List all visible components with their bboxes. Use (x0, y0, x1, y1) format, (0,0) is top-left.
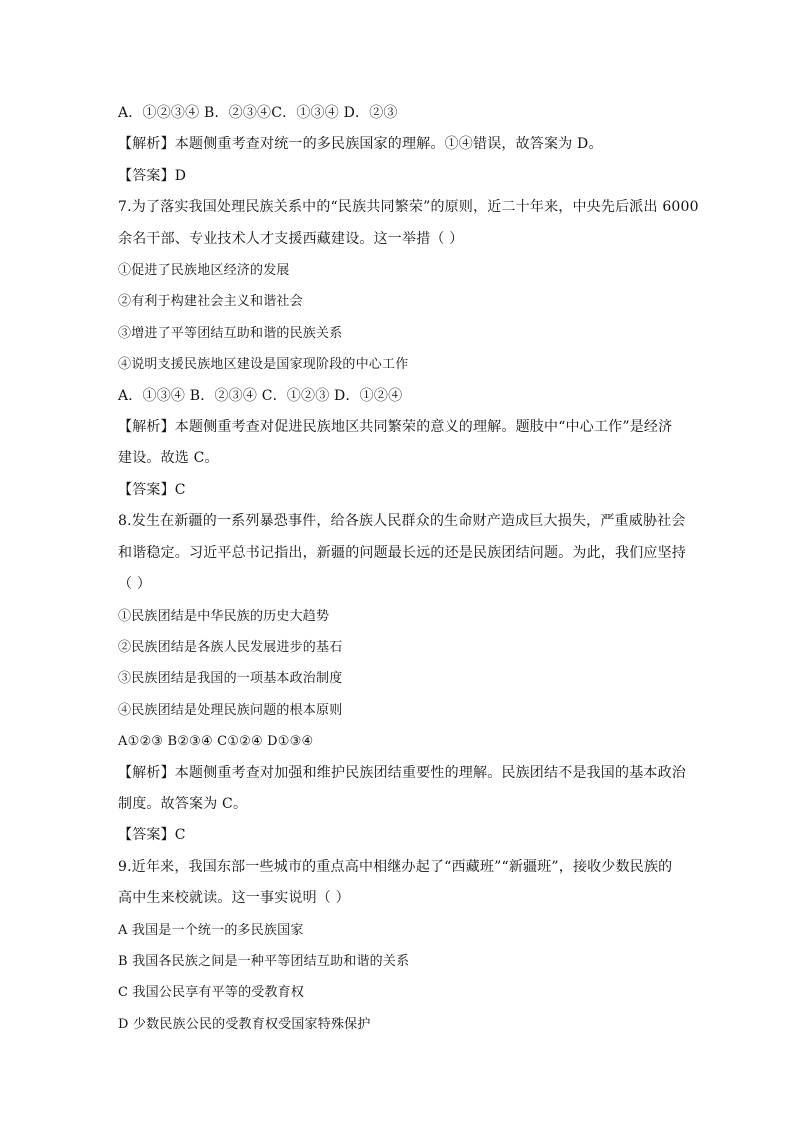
question-9-line-2: 高中生来校就读。这一事实说明（ ） (118, 890, 350, 907)
option-line: C 我国公民享有平等的受教育权 (118, 985, 305, 1001)
option-line: D 少数民族公民的受教育权受国家特殊保护 (118, 1016, 371, 1032)
option-line: B 我国各民族之间是一种平等团结互助和谐的关系 (118, 953, 410, 969)
statement-line: ③民族团结是我国的一项基本政治制度 (118, 671, 343, 687)
analysis-line: 建设。故选 C。 (118, 450, 219, 467)
option-line: A①②③ B②③④ C①②④ D①③④ (118, 734, 314, 750)
statement-line: ④说明支援民族地区建设是国家现阶段的中心工作 (118, 357, 409, 373)
option-line: A．①③④ B．②③④ C．①②③ D．①②④ (118, 387, 403, 404)
option-line: A 我国是一个统一的多民族国家 (118, 922, 304, 938)
answer-line: 【答案】D (118, 167, 187, 184)
option-line: A．①②③④ B．②③④C．①③④ D．②③ (118, 105, 398, 121)
statement-line: ④民族团结是处理民族问题的根本原则 (118, 702, 343, 718)
question-8-line-2: 和谐稳定。习近平总书记指出，新疆的问题最长远的还是民族团结问题。为此，我们应坚持 (118, 544, 686, 561)
statement-line: ①民族团结是中华民族的历史大趋势 (118, 608, 330, 624)
question-7-line-2: 余名干部、专业技术人才支援西藏建设。这一举措（ ） (118, 230, 464, 247)
answer-line: 【答案】C (118, 827, 186, 844)
analysis-line: 【解析】本题侧重考查对统一的多民族国家的理解。①④错误，故答案为 D。 (118, 136, 603, 153)
statement-line: ②民族团结是各族人民发展进步的基石 (118, 639, 343, 655)
analysis-line: 制度。故答案为 C。 (118, 795, 248, 812)
question-9-line-1: 9.近年来，我国东部一些城市的重点高中相继办起了“西藏班”“新疆班”，接收少数民族的 (118, 858, 673, 875)
question-8-line-3: （ ） (118, 576, 152, 593)
question-7-line-1: 7.为了落实我国处理民族关系中的“民族共同繁荣”的原则，近二十年来，中央先后派出 6000 (118, 199, 699, 216)
statement-line: ③增进了平等团结互助和谐的民族关系 (118, 325, 343, 341)
analysis-line: 【解析】本题侧重考查对加强和维护民族团结重要性的理解。民族团结不是我国的基本政治 (118, 764, 686, 781)
answer-line: 【答案】C (118, 481, 186, 498)
question-8-line-1: 8.发生在新疆的一系列暴恐事件，给各族人民群众的生命财产造成巨大损失，严重威胁社会 (118, 513, 686, 530)
statement-line: ②有利于构建社会主义和谐社会 (118, 294, 303, 310)
statement-line: ①促进了民族地区经济的发展 (118, 263, 290, 279)
analysis-line: 【解析】本题侧重考查对促进民族地区共同繁荣的意义的理解。题肢中“中心工作”是经济 (118, 419, 673, 436)
